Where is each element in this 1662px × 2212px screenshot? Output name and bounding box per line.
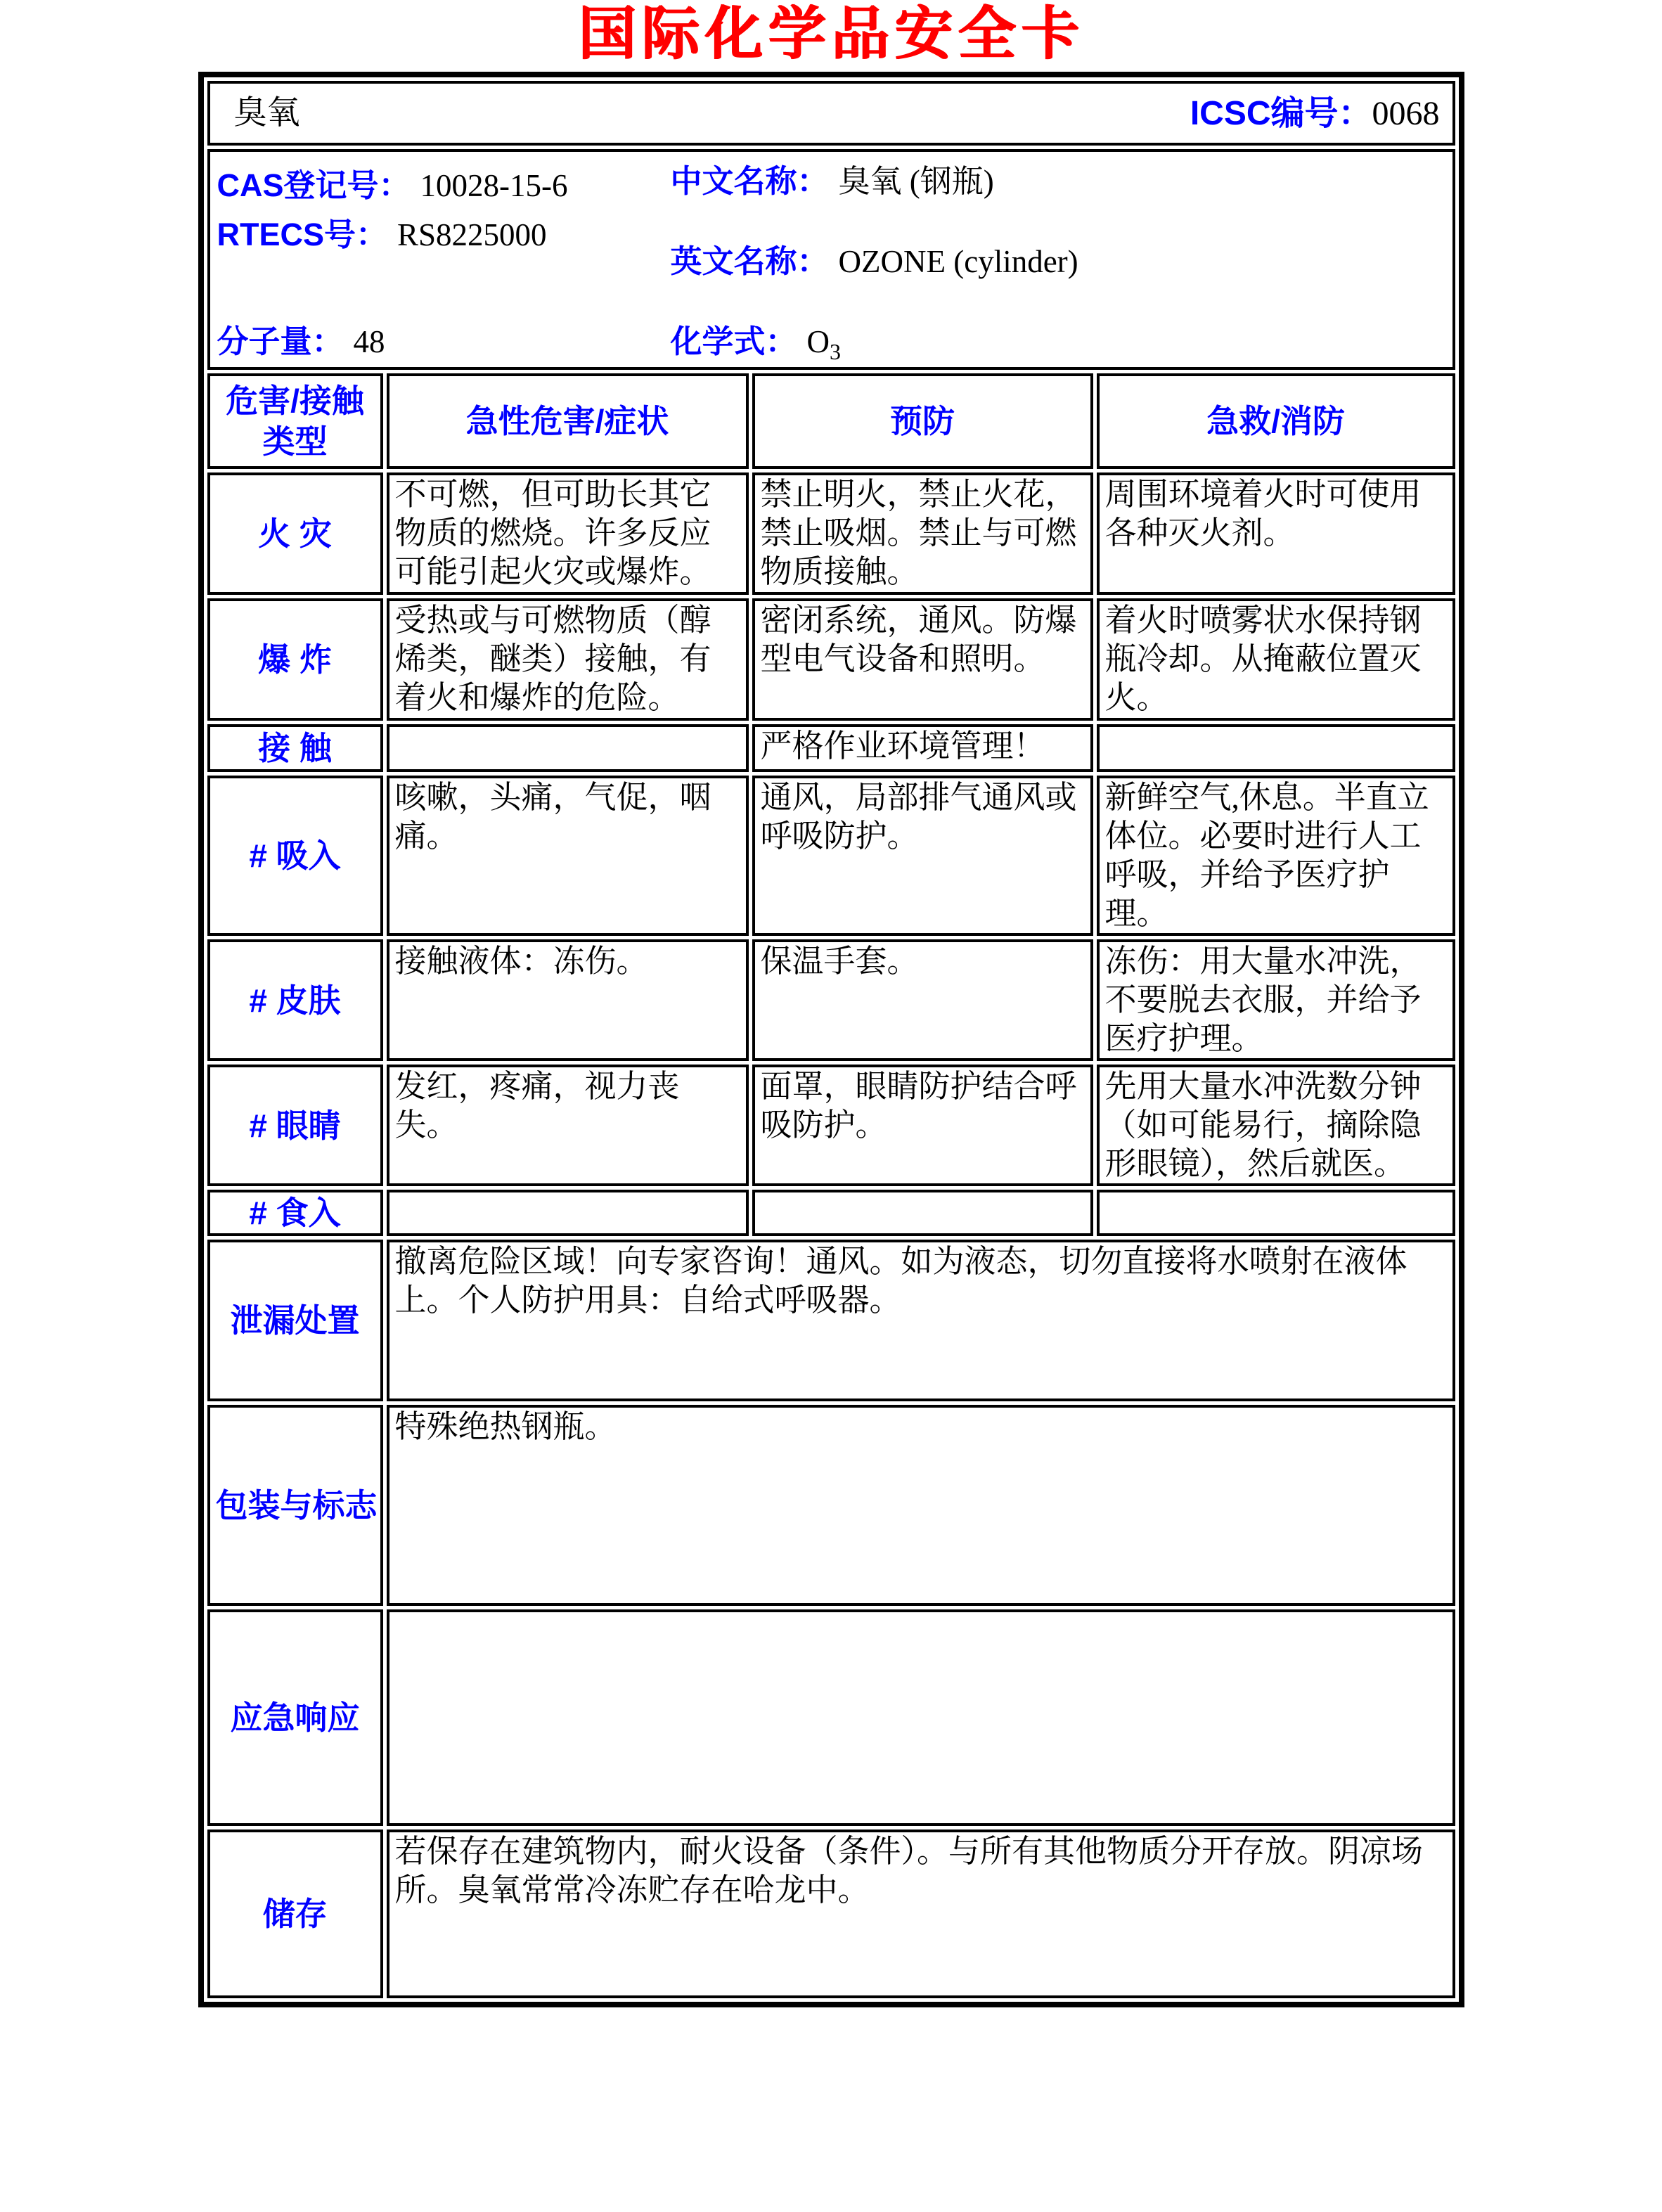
- substance-name: 臭氧: [233, 94, 300, 131]
- chemical-formula: [671, 322, 842, 370]
- spillage-label: 泄漏处置: [207, 1240, 383, 1401]
- fire-label: 火 灾: [207, 472, 383, 595]
- eyes-prevention-cell: 面罩，眼睛防护结合呼吸防护。: [752, 1065, 1093, 1186]
- explosion-response-cell: 着火时喷雾状水保持钢瓶冷却。从掩蔽位置灭火。: [1097, 598, 1455, 721]
- fire-symptoms-cell: 不可燃，但可助长其它物质的燃烧。许多反应可能引起火灾或爆炸。: [387, 472, 749, 595]
- ingestion-response-cell: [1097, 1190, 1455, 1236]
- cas-number-label: CAS登记号：: [217, 167, 411, 203]
- inhalation-symptoms-cell: 咳嗽，头痛，气促，咽痛。: [387, 776, 749, 936]
- cas-number: [217, 166, 568, 205]
- ingestion-symptoms-cell: [387, 1190, 749, 1236]
- eyes-response-cell: 先用大量水冲洗数分钟（如可能易行，摘除隐形眼镜），然后就医。: [1097, 1065, 1455, 1186]
- hazard-row-explosion: [207, 598, 1455, 721]
- section-row-spillage: [207, 1240, 1455, 1401]
- exposure-response-cell: [1097, 724, 1455, 772]
- section-row-packaging: [207, 1405, 1455, 1606]
- icsc-card-table: [198, 72, 1464, 2007]
- spillage-content-cell: 撤离危险区域！向专家咨询！通风。如为液态，切勿直接将水喷射在液体上。个人防护用具：自给式呼吸器。: [387, 1240, 1455, 1401]
- substance-header-row: [207, 81, 1455, 146]
- chemical-formula-label: 化学式：: [670, 323, 797, 359]
- skin-prevention-cell: 保温手套。: [752, 939, 1093, 1061]
- molecular-weight: [217, 322, 385, 361]
- identifiers-cell: [207, 149, 1455, 370]
- explosion-symptoms-cell: 受热或与可燃物质（醇烯类，醚类）接触，有着火和爆炸的危险。: [387, 598, 749, 721]
- hazard-row-eyes: [207, 1065, 1455, 1186]
- icsc-number-label: ICSC编号：: [1190, 94, 1372, 132]
- ingestion-label: # 食入: [207, 1190, 383, 1236]
- header-prevention: 预防: [752, 373, 1093, 469]
- exposure-symptoms-cell: [387, 724, 749, 772]
- hazard-row-inhalation: [207, 776, 1455, 936]
- icsc-number: [1190, 94, 1440, 133]
- exposure-label: 接 触: [207, 724, 383, 772]
- skin-symptoms-cell: 接触液体：冻伤。: [387, 939, 749, 1061]
- english-name: [671, 242, 1078, 281]
- page-title: 国际化学品安全卡: [577, 2, 1084, 66]
- chinese-name: [671, 162, 994, 201]
- chinese-name-value: 臭氧 (钢瓶): [838, 164, 994, 199]
- header-acute-symptoms: 急性危害/症状: [387, 373, 749, 469]
- explosion-prevention-cell: 密闭系统，通风。防爆型电气设备和照明。: [752, 598, 1093, 721]
- fire-response-cell: 周围环境着火时可使用各种灭火剂。: [1097, 472, 1455, 595]
- skin-response-cell: 冻伤：用大量水冲洗，不要脱去衣服，并给予医疗护理。: [1097, 939, 1455, 1061]
- rtecs-number-label: RTECS号：: [217, 217, 388, 252]
- packaging-content-cell: 特殊绝热钢瓶。: [387, 1405, 1455, 1606]
- english-name-label: 英文名称：: [670, 243, 829, 279]
- eyes-label: # 眼睛: [207, 1065, 383, 1186]
- rtecs-number-value: RS8225000: [397, 217, 547, 252]
- section-row-storage: [207, 1830, 1455, 1998]
- cas-number-value: 10028-15-6: [420, 168, 568, 203]
- skin-label: # 皮肤: [207, 939, 383, 1061]
- hazard-row-exposure: [207, 724, 1455, 772]
- identifiers-row: [207, 149, 1455, 370]
- rtecs-number: [217, 215, 547, 255]
- molecular-weight-value: 48: [353, 324, 385, 359]
- storage-label: 储存: [207, 1830, 383, 1998]
- packaging-label: 包装与标志: [207, 1405, 383, 1606]
- molecular-weight-label: 分子量：: [217, 323, 344, 359]
- emergency-label: 应急响应: [207, 1609, 383, 1826]
- hazard-row-fire: [207, 472, 1455, 595]
- chinese-name-label: 中文名称：: [670, 163, 829, 199]
- chemical-formula-value: $O_3$: [806, 324, 842, 364]
- inhalation-prevention-cell: 通风，局部排气通风或呼吸防护。: [752, 776, 1093, 936]
- ingestion-prevention-cell: [752, 1190, 1093, 1236]
- english-name-value: OZONE (cylinder): [838, 244, 1078, 279]
- inhalation-label: # 吸入: [207, 776, 383, 936]
- inhalation-response-cell: 新鲜空气,休息。半直立体位。必要时进行人工呼吸，并给予医疗护理。: [1097, 776, 1455, 936]
- storage-content-cell: 若保存在建筑物内，耐火设备（条件）。与所有其他物质分开存放。阴凉场所。臭氧常常冷冻贮存在哈龙中。: [387, 1830, 1455, 1998]
- hazard-row-ingestion: [207, 1190, 1455, 1236]
- emergency-content-cell: [387, 1609, 1455, 1826]
- eyes-symptoms-cell: 发红，疼痛，视力丧失。: [387, 1065, 749, 1186]
- header-hazard-type: 危害/接触类型: [207, 373, 383, 469]
- section-row-emergency: [207, 1609, 1455, 1826]
- hazard-table-header-row: [207, 373, 1455, 469]
- exposure-prevention-cell: 严格作业环境管理！: [752, 724, 1093, 772]
- header-first-aid: 急救/消防: [1097, 373, 1455, 469]
- substance-header-cell: [207, 81, 1455, 146]
- icsc-number-value: 0068: [1372, 94, 1440, 132]
- hazard-row-skin: [207, 939, 1455, 1061]
- explosion-label: 爆 炸: [207, 598, 383, 721]
- fire-prevention-cell: 禁止明火，禁止火花，禁止吸烟。禁止与可燃物质接触。: [752, 472, 1093, 595]
